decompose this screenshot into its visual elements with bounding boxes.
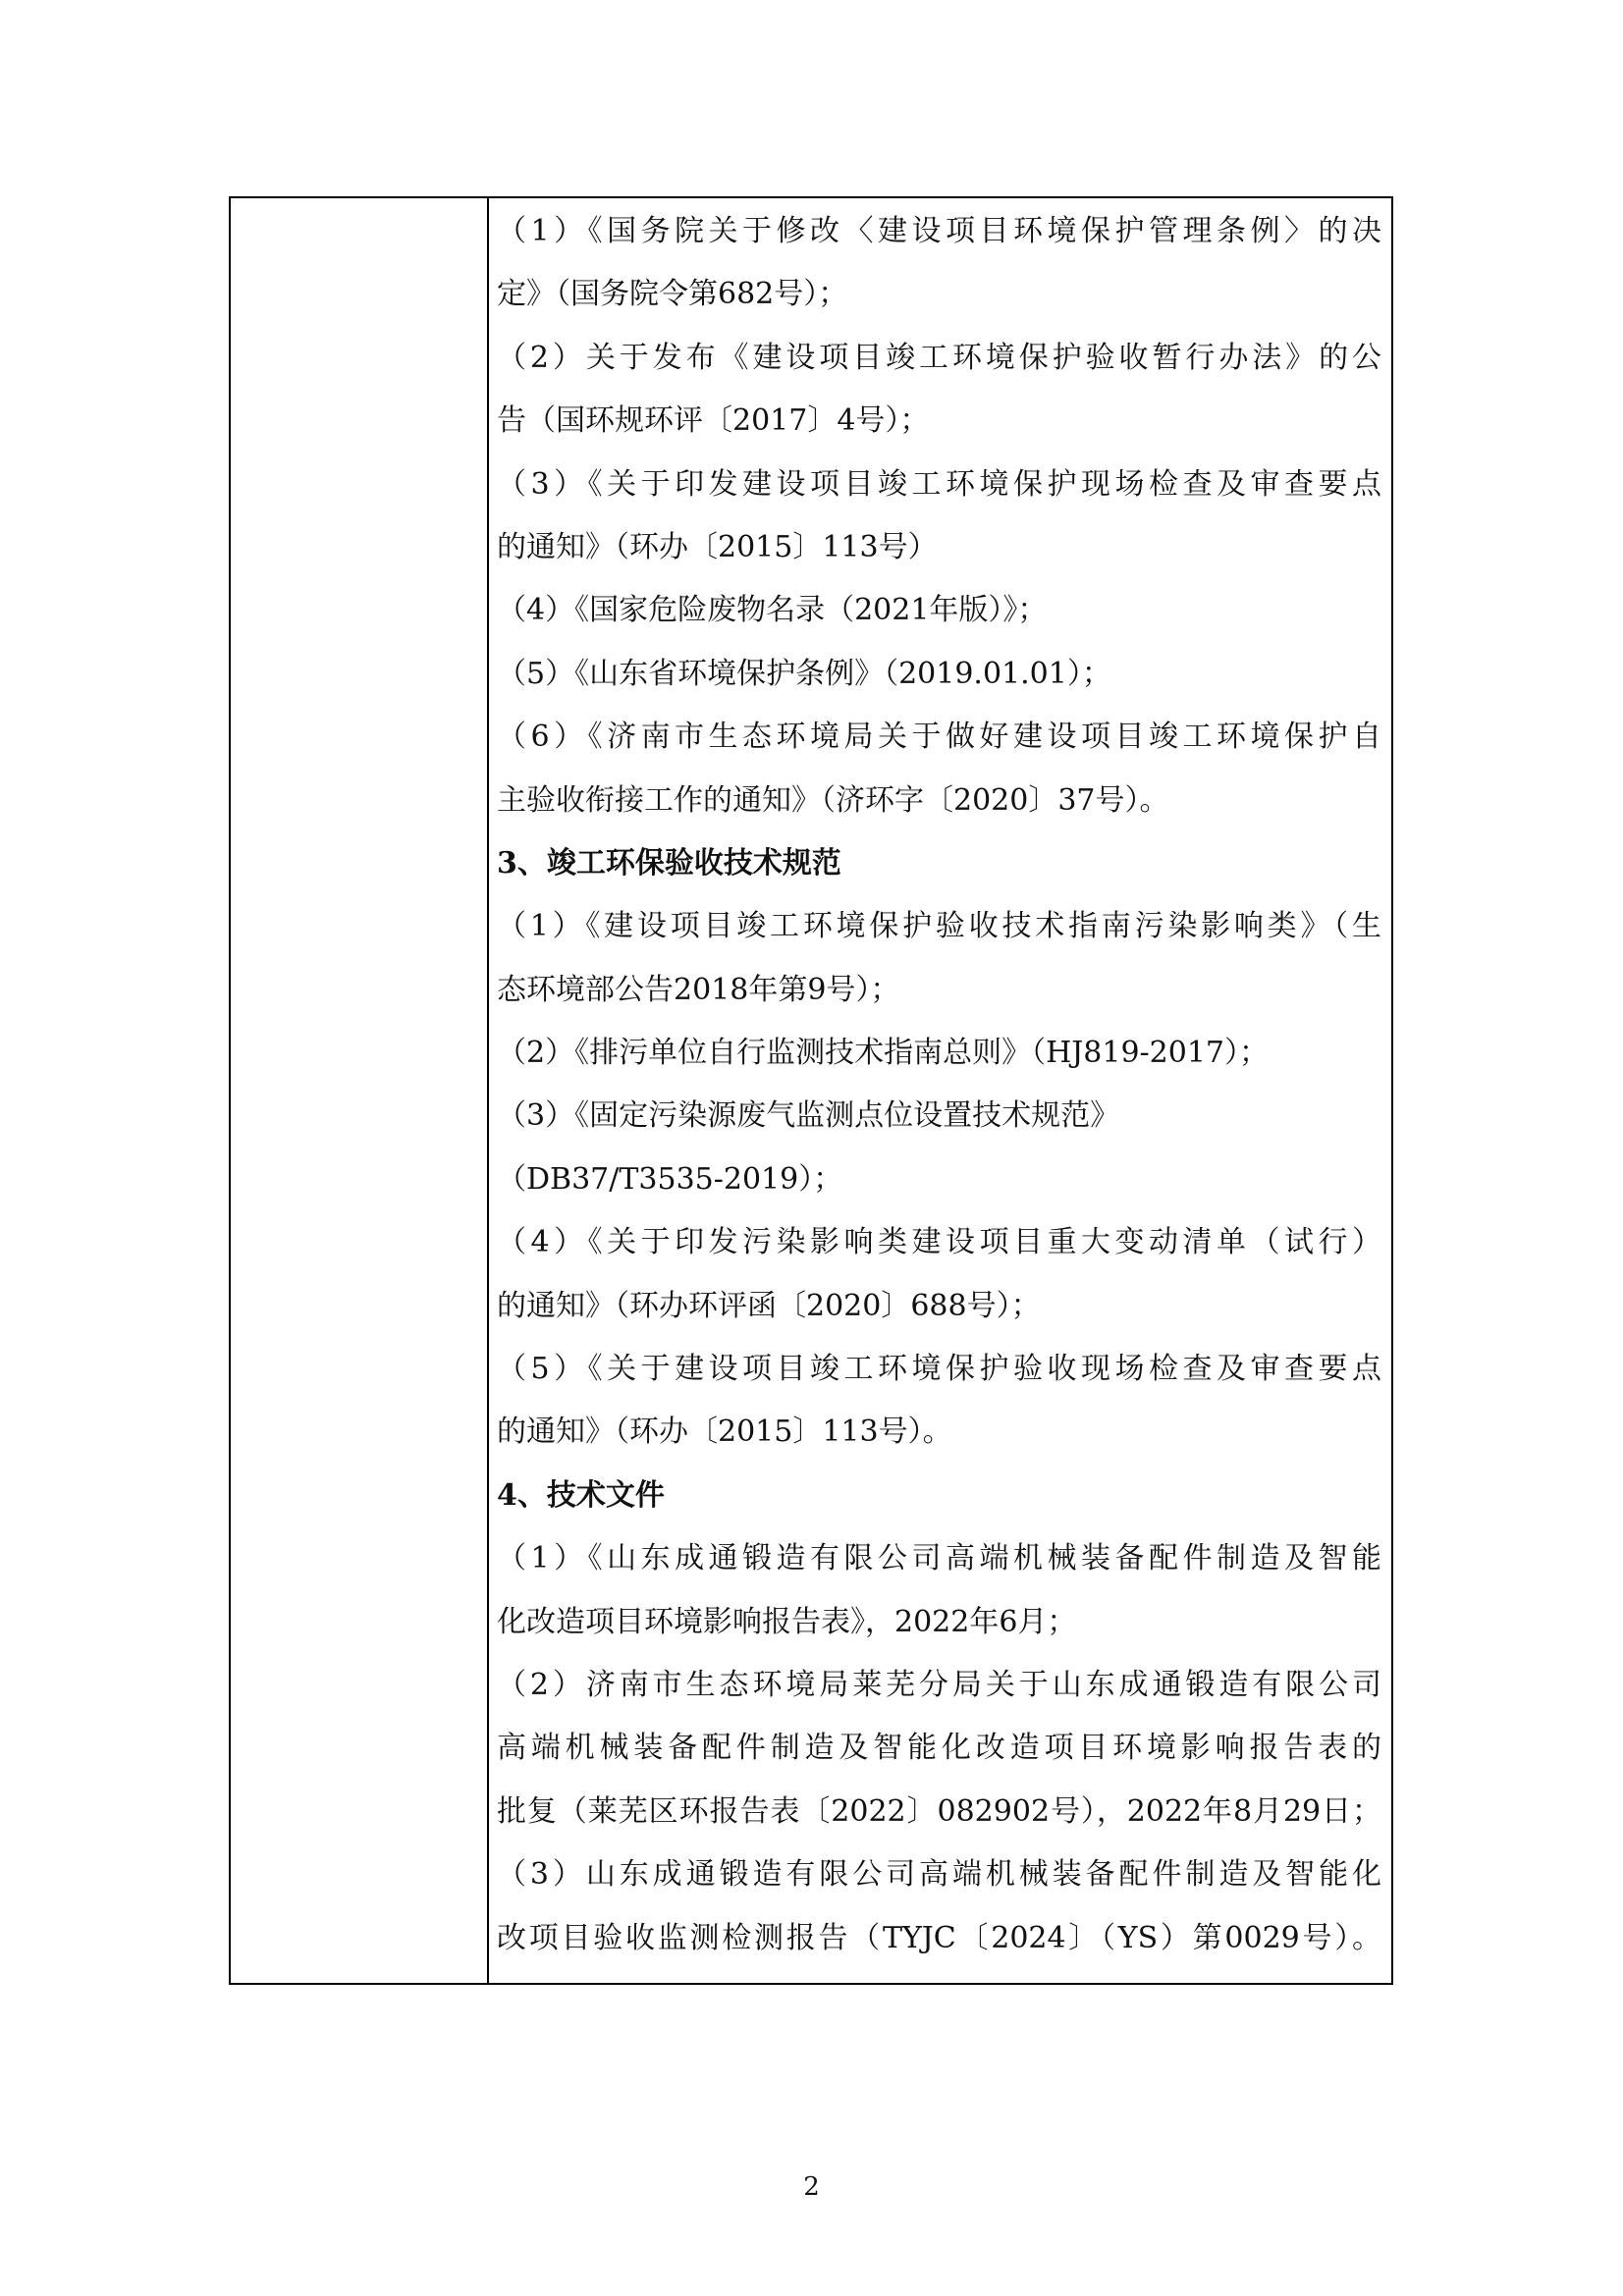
content-cell — [489, 198, 1391, 1983]
text-line: （1）《山东成通锻造有限公司高端机械装备配件制造及智能 — [497, 1541, 1381, 1576]
text-line: 改项目验收监测检测报告（TYJC〔2024〕（YS）第0029号）。 — [497, 1920, 1381, 1955]
text-line: （4）《国家危险废物名录（2021年版）》； — [497, 593, 1048, 628]
text-line: 主验收衔接工作的通知》（济环字〔2020〕37号）。 — [497, 782, 1169, 818]
text-line: （2）济南市生态环境局莱芜分局关于山东成通锻造有限公司 — [497, 1667, 1381, 1702]
text-line: （5）《山东省环境保护条例》（2019.01.01）； — [497, 656, 1111, 691]
text-line: 的通知》（环办环评函〔2020〕688号）； — [497, 1288, 1041, 1323]
text-line: （2）《排污单位自行监测技术指南总则》（HJ819-2017）； — [497, 1036, 1270, 1071]
text-line: 定》（国务院令第682号）； — [497, 277, 848, 312]
text-line: （3）山东成通锻造有限公司高端机械装备配件制造及智能化 — [497, 1857, 1381, 1893]
text-line: （5）《关于建设项目竣工环境保护验收现场检查及审查要点 — [497, 1352, 1381, 1387]
text-line: 态环境部公告2018年第9号）； — [497, 972, 900, 1007]
text-line: 高端机械装备配件制造及智能化改造项目环境影响报告表的 — [497, 1731, 1381, 1766]
document-table — [229, 196, 1393, 1985]
text-line: 批复（莱芜区环报告表〔2022〕082902号），2022年8月29日； — [497, 1793, 1381, 1829]
label-cell — [231, 198, 489, 1983]
text-line: 化改造项目环境影响报告表》，2022年6月； — [497, 1604, 1077, 1639]
text-line: 的通知》（环办〔2015〕113号）。 — [497, 1415, 952, 1450]
text-line: 的通知》（环办〔2015〕113号） — [497, 529, 938, 564]
section-heading-technical-documents: 4、技术文件 — [497, 1477, 665, 1513]
text-line: （1）《建设项目竣工环境保护验收技术指南污染影响类》（生 — [497, 909, 1381, 944]
text-line: （6）《济南市生态环境局关于做好建设项目竣工环境保护自 — [497, 720, 1381, 755]
page-number: 2 — [803, 2172, 820, 2202]
text-line: （3）《关于印发建设项目竣工环境保护现场检查及审查要点 — [497, 466, 1381, 502]
text-line: （DB37/T3535-2019）； — [497, 1161, 843, 1197]
text-line: （3）《固定污染源废气监测点位设置技术规范》 — [497, 1098, 1120, 1134]
text-line: （2）关于发布《建设项目竣工环境保护验收暂行办法》的公 — [497, 340, 1381, 375]
section-heading-acceptance-specs: 3、竣工环保验收技术规范 — [497, 845, 841, 881]
text-line: （4）《关于印发污染影响类建设项目重大变动清单（试行） — [497, 1225, 1381, 1260]
text-line: 告（国环规环评〔2017〕4号）； — [497, 403, 930, 439]
text-line: （1）《国务院关于修改〈建设项目环境保护管理条例〉的决 — [497, 214, 1381, 248]
